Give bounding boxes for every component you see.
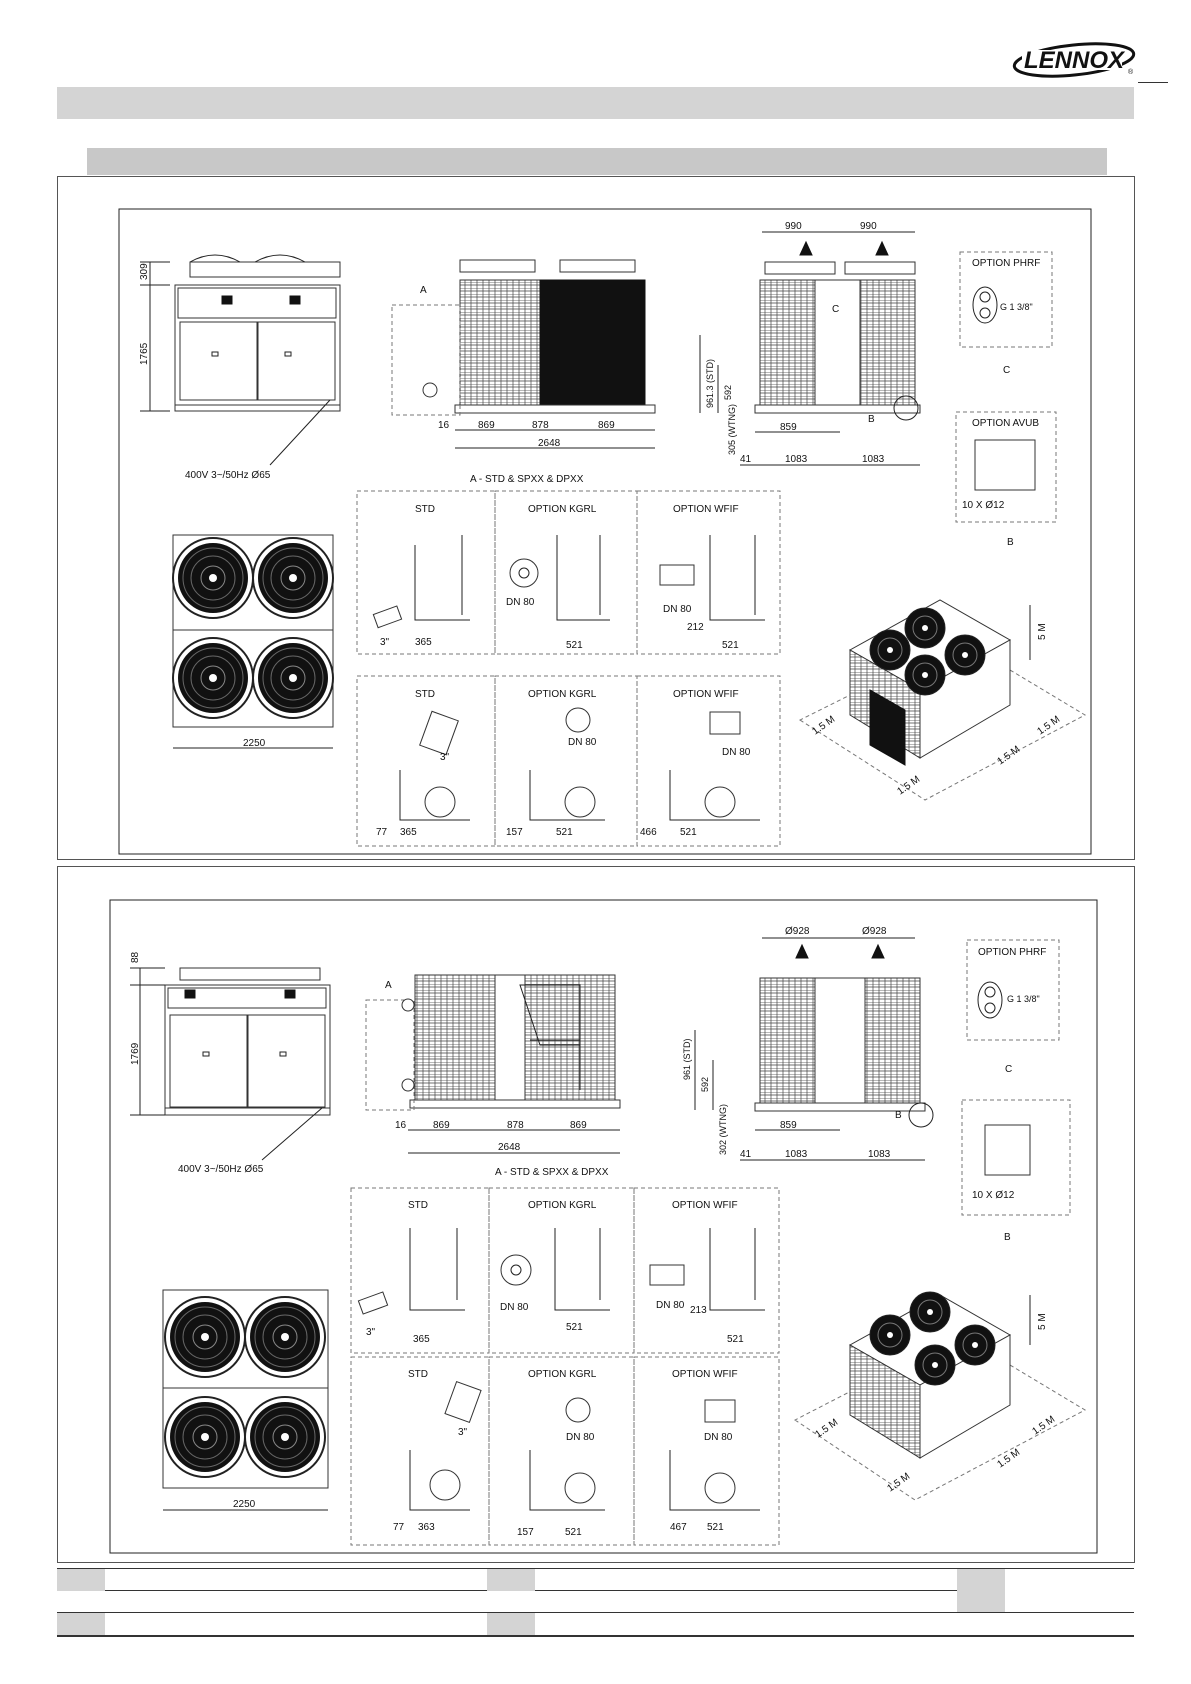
iso2-clearance-3: 1.5 M <box>885 1471 913 1495</box>
grid-bottom-std-title: STD <box>415 689 435 700</box>
iso-view-1 <box>800 600 1085 800</box>
dim-1083-b-2: 1083 <box>868 1149 891 1160</box>
dim-height-total: 1765 <box>139 342 150 365</box>
grid-top-wfif-dim2: 212 <box>687 622 704 633</box>
avub-holes: 10 X Ø12 <box>962 500 1005 511</box>
grid-bottom-wfif-title: OPTION WFIF <box>673 689 739 700</box>
dim-1083-b: 1083 <box>862 454 885 465</box>
footer-cell-2 <box>487 1569 535 1591</box>
option-phrf-1 <box>960 252 1052 376</box>
grid-top-kgrl-label: DN 80 <box>506 597 535 608</box>
phrf-caption-2: C <box>1005 1064 1013 1075</box>
iso-view-2 <box>795 1292 1085 1500</box>
connection-grid-1 <box>357 491 780 846</box>
dim-2648-2: 2648 <box>498 1142 521 1153</box>
footer-cell-3 <box>957 1569 1005 1613</box>
dim-869-a: 869 <box>478 420 495 431</box>
left-elevation-1 <box>139 255 340 481</box>
grid-bottom-wfif-label: DN 80 <box>722 747 751 758</box>
footer-cell-1 <box>57 1569 105 1591</box>
iso-clearance-1: 1.5 M <box>1035 714 1063 738</box>
front-elevation-2 <box>366 975 620 1178</box>
dim-928-a: Ø928 <box>785 926 810 937</box>
grid-top-kgrl-title: OPTION KGRL <box>528 504 597 515</box>
phrf-conn: G 1 3/8" <box>1000 302 1033 312</box>
dim-592: 592 <box>723 384 733 400</box>
grid2-bottom-kgrl-title: OPTION KGRL <box>528 1369 597 1380</box>
grid-top-wfif-dim: 521 <box>722 640 739 651</box>
dim-869-b: 869 <box>598 420 615 431</box>
dim-16: 16 <box>438 420 450 431</box>
grid-top-std-title: STD <box>415 504 435 515</box>
dim-2250-2: 2250 <box>233 1499 256 1510</box>
iso-clearance-3: 1.5 M <box>895 774 923 798</box>
side-elevation-2 <box>682 926 933 1160</box>
dim-height-total-2: 1769 <box>130 1042 141 1065</box>
power-label-2: 400V 3~/50Hz Ø65 <box>178 1164 264 1175</box>
grid2-bottom-std-title: STD <box>408 1369 428 1380</box>
label-b-2: B <box>895 1110 902 1121</box>
phrf-title-2: OPTION PHRF <box>978 947 1047 958</box>
grid-bottom-kgrl-dim2: 157 <box>506 827 523 838</box>
dim-302-2: 302 (WTNG) <box>718 1103 728 1155</box>
section-title-2: A - STD & SPXX & DPXX <box>495 1167 609 1178</box>
dim-990-b: 990 <box>860 221 877 232</box>
grid2-bottom-kgrl-dim: 521 <box>565 1527 582 1538</box>
label-a: A <box>420 285 427 296</box>
grid2-bottom-wfif-dim2: 467 <box>670 1522 687 1533</box>
grid-bottom-std-label: 3" <box>440 752 450 763</box>
grid2-top-kgrl-dim: 521 <box>566 1322 583 1333</box>
side-elevation-1 <box>700 221 920 465</box>
connection-grid-2 <box>351 1188 779 1545</box>
dim-height-fan: 309 <box>139 263 150 280</box>
label-c: C <box>832 304 840 315</box>
panel-1-drawings <box>119 209 1091 854</box>
grid2-bottom-kgrl-dim2: 157 <box>517 1527 534 1538</box>
iso2-clearance-1: 1.5 M <box>1030 1414 1058 1438</box>
dim-41: 41 <box>740 454 752 465</box>
dim-2250: 2250 <box>243 738 266 749</box>
grid-bottom-kgrl-dim: 521 <box>556 827 573 838</box>
footer-rule-bottom <box>57 1635 1134 1637</box>
iso2-clearance-2: 1.5 M <box>995 1447 1023 1471</box>
grid2-bottom-std-dim: 363 <box>418 1522 435 1533</box>
dim-859-2: 859 <box>780 1120 797 1131</box>
grid-bottom-std-dim: 365 <box>400 827 417 838</box>
dim-305: 305 (WTNG) <box>727 403 737 455</box>
grid2-top-std-dim: 365 <box>413 1334 430 1345</box>
dim-878: 878 <box>532 420 549 431</box>
option-avub-1 <box>956 412 1056 548</box>
grid2-top-std-title: STD <box>408 1200 428 1211</box>
label-b: B <box>868 414 875 425</box>
phrf-title: OPTION PHRF <box>972 258 1041 269</box>
grid-top-wfif-label: DN 80 <box>663 604 692 615</box>
top-view-2 <box>163 1290 328 1510</box>
section-title: A - STD & SPXX & DPXX <box>470 474 584 485</box>
grid2-top-wfif-label: DN 80 <box>656 1300 685 1311</box>
dim-41-2: 41 <box>740 1149 752 1160</box>
footer-cell-4 <box>57 1613 105 1635</box>
grid-bottom-kgrl-label: DN 80 <box>568 737 597 748</box>
grid-top-kgrl-dim: 521 <box>566 640 583 651</box>
iso2-clearance-top: 5 M <box>1037 1313 1048 1330</box>
dim-961-2: 961 (STD) <box>682 1038 692 1080</box>
option-avub-2 <box>962 1100 1070 1243</box>
grid2-bottom-std-dim2: 77 <box>393 1522 405 1533</box>
top-view-1 <box>173 535 333 749</box>
dim-2648: 2648 <box>538 438 561 449</box>
avub-caption-2: B <box>1004 1232 1011 1243</box>
grid-bottom-wfif-dim: 521 <box>680 827 697 838</box>
grid-top-wfif-title: OPTION WFIF <box>673 504 739 515</box>
dim-878-2: 878 <box>507 1120 524 1131</box>
dim-859: 859 <box>780 422 797 433</box>
logo-text: LENNOX <box>1024 47 1125 74</box>
label-a-2: A <box>385 980 392 991</box>
avub-caption: B <box>1007 537 1014 548</box>
dim-1083-a-2: 1083 <box>785 1149 808 1160</box>
iso-clearance-0: 1.5 M <box>810 714 838 738</box>
footer-rule-b <box>57 1612 1134 1613</box>
registered-mark: ® <box>1128 69 1134 76</box>
grid2-top-std-label: 3" <box>366 1327 376 1338</box>
grid2-top-kgrl-label: DN 80 <box>500 1302 529 1313</box>
dim-592-2: 592 <box>700 1076 710 1092</box>
avub-holes-2: 10 X Ø12 <box>972 1190 1015 1201</box>
dim-990-a: 990 <box>785 221 802 232</box>
footer-cell-5 <box>487 1613 535 1635</box>
grid-bottom-std-dim2: 77 <box>376 827 388 838</box>
dim-869-a-2: 869 <box>433 1120 450 1131</box>
grid-bottom-kgrl-title: OPTION KGRL <box>528 689 597 700</box>
dim-928-b: Ø928 <box>862 926 887 937</box>
grid2-top-wfif-dim2: 213 <box>690 1305 707 1316</box>
dim-1083-a: 1083 <box>785 454 808 465</box>
grid-top-std-label: 3" <box>380 637 390 648</box>
iso-clearance-top: 5 M <box>1037 623 1048 640</box>
left-elevation-2 <box>130 951 330 1175</box>
dim-height-fan-2: 88 <box>130 951 141 963</box>
phrf-caption: C <box>1003 365 1011 376</box>
grid2-bottom-wfif-dim: 521 <box>707 1522 724 1533</box>
dim-16-2: 16 <box>395 1120 407 1131</box>
power-label: 400V 3~/50Hz Ø65 <box>185 470 271 481</box>
grid2-top-wfif-title: OPTION WFIF <box>672 1200 738 1211</box>
grid2-bottom-wfif-title: OPTION WFIF <box>672 1369 738 1380</box>
grid2-top-kgrl-title: OPTION KGRL <box>528 1200 597 1211</box>
iso-clearance-2: 1.5 M <box>995 744 1023 768</box>
footer-table <box>57 1568 1134 1626</box>
grid2-top-wfif-dim: 521 <box>727 1334 744 1345</box>
grid-bottom-wfif-dim2: 466 <box>640 827 657 838</box>
avub-title: OPTION AVUB <box>972 418 1040 429</box>
dim-961: 961.3 (STD) <box>705 358 715 408</box>
dim-869-b-2: 869 <box>570 1120 587 1131</box>
panel-2-drawings <box>110 900 1097 1553</box>
grid2-bottom-wfif-label: DN 80 <box>704 1432 733 1443</box>
grid-top-std-dim: 365 <box>415 637 432 648</box>
phrf-conn-2: G 1 3/8" <box>1007 994 1040 1004</box>
grid2-bottom-kgrl-label: DN 80 <box>566 1432 595 1443</box>
option-phrf-2 <box>967 940 1059 1075</box>
front-elevation-1 <box>392 260 655 485</box>
iso2-clearance-0: 1.5 M <box>813 1417 841 1441</box>
grid2-bottom-std-label: 3" <box>458 1427 468 1438</box>
